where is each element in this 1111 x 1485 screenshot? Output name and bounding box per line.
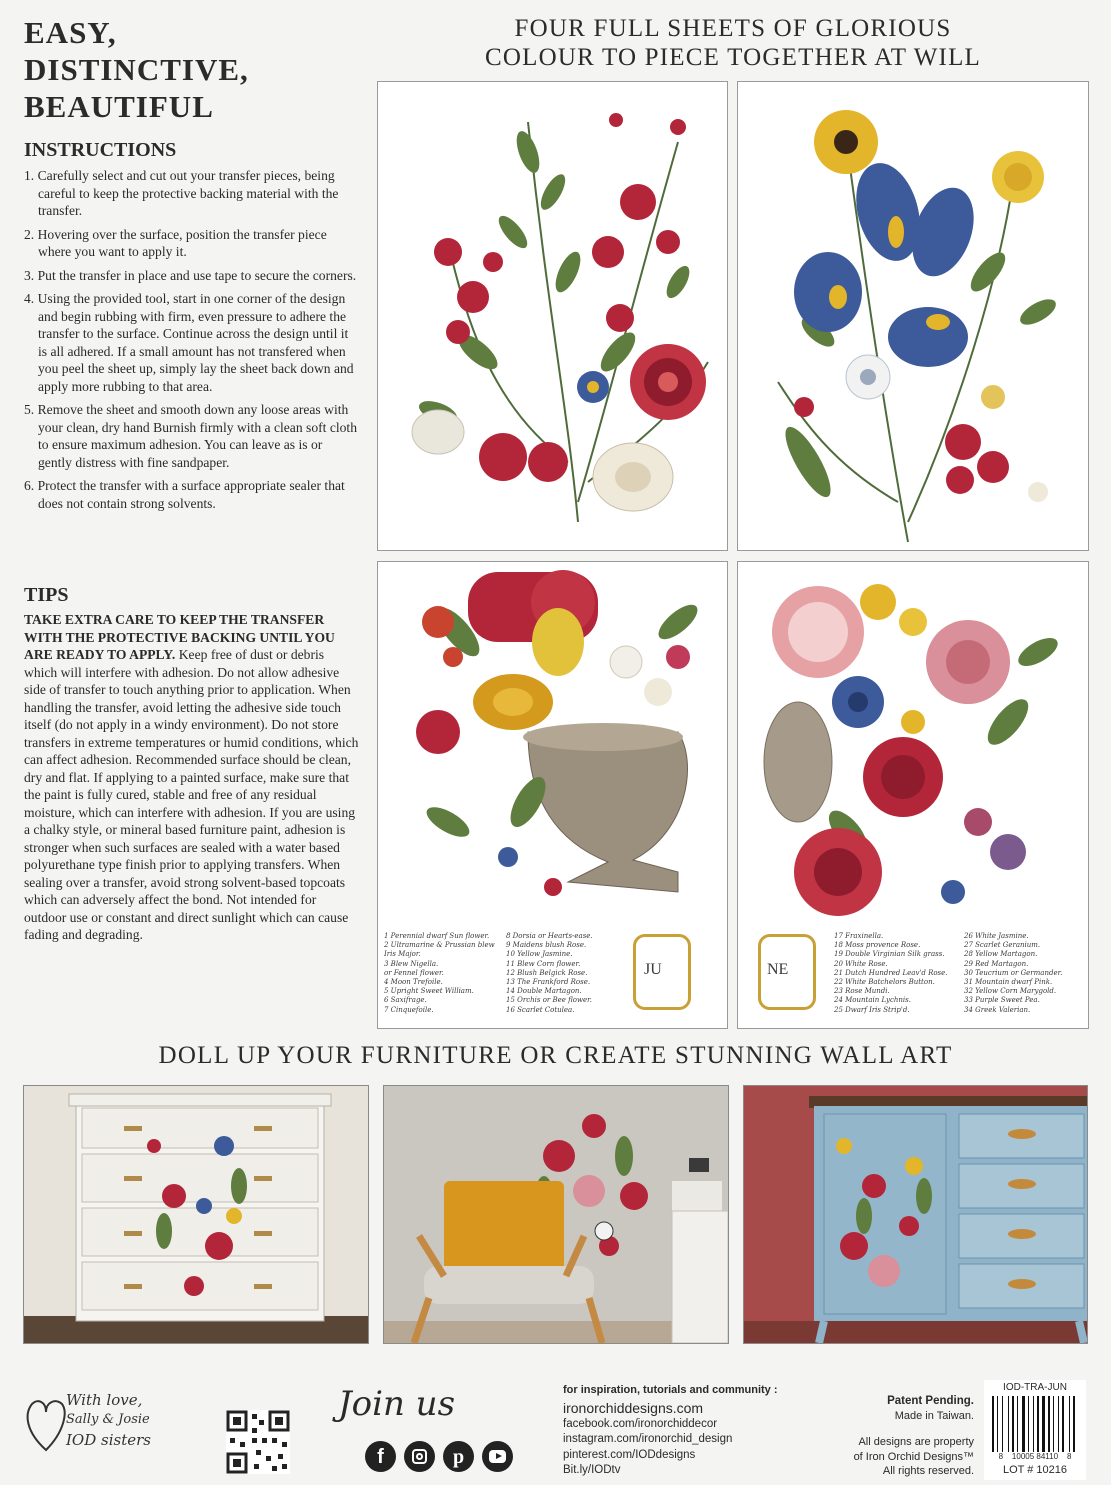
plant-legend-col-1: 1 Perennial dwarf Sun flower. 2 Ultramarine & Prussian blew Iris Major. 3 Blew Nigella. or Fennel flower. 4 Moon Trefoile. 5 Upright Sweet William. 6 Saxifrage. 7 Cinquefoile. bbox=[384, 932, 495, 1014]
monogram-cartouche bbox=[633, 934, 691, 1010]
list-item: 5. Remove the sheet and smooth down any loose areas with your clean, dry hand Burnish firmly with a clean soft cloth to ensure maximum adhesion. You can leave as is or gently distress with fine sandpaper. bbox=[24, 402, 357, 470]
list-item: 4. Using the provided tool, start in one corner of the design and begin rubbing with firm, even pressure to adhere the transfer to the surface. Continue across the design until it is all adhered. If a small amount has not transfered when you peel the sheet up, simply lay the sheet back down and apply more rubbing to that area. bbox=[24, 291, 354, 394]
property-note: All rights reserved. bbox=[882, 1465, 974, 1477]
qr-code[interactable] bbox=[226, 1410, 290, 1474]
patent-note: Patent Pending. bbox=[887, 1395, 974, 1407]
list-item: 1. Carefully select and cut out your transfer pieces, being careful to keep the protective backing material with the transfer. bbox=[24, 168, 339, 218]
signature bbox=[22, 1388, 182, 1478]
barcode-label bbox=[984, 1380, 1086, 1480]
wall-art-photo bbox=[383, 1085, 729, 1344]
chair-wall-image bbox=[384, 1086, 728, 1343]
signature-line: Sally & Josie bbox=[66, 1412, 150, 1427]
plant-legend-col-2: 8 Dorsia or Hearts-ease. 9 Maidens blush Rose. 10 Yellow Jasmine. 11 Blew Corn flower. 12 Blush Belgick Rose. 13 The Frankford Rose. 14 Double Martagon. 15 Orchis or Bee flower. 16 Scarlet Cotulea. bbox=[506, 932, 593, 1014]
instructions-heading: INSTRUCTIONS bbox=[24, 139, 177, 161]
transfer-sheet-3 bbox=[377, 561, 728, 1029]
instructions-list bbox=[24, 167, 359, 518]
sheets-title: FOUR FULL SHEETS OF GLORIOUS COLOUR TO PIECE TOGETHER AT WILL bbox=[484, 15, 982, 71]
dresser-photo-white bbox=[23, 1085, 369, 1344]
month-monogram: NE bbox=[767, 961, 789, 978]
inspiration-heading: DOLL UP YOUR FURNITURE OR CREATE STUNNING WALL ART bbox=[158, 1042, 953, 1069]
monogram-cartouche bbox=[758, 934, 816, 1010]
iris-bouquet-illustration bbox=[738, 82, 1088, 550]
barcode-number: 8 10005 84110 8 bbox=[998, 1452, 1072, 1461]
list-item: 6. Protect the transfer with a surface appropriate sealer that does not contain strong solvents. bbox=[24, 478, 345, 511]
join-us-heading: Join us bbox=[338, 1384, 456, 1424]
pinterest-icon[interactable]: p bbox=[443, 1441, 474, 1472]
instagram-link[interactable]: instagram.com/ironorchid_design bbox=[563, 1433, 733, 1445]
plant-legend-col-3: 17 Fraxinella. 18 Moss provence Rose. 19 Double Virginian Silk grass. 20 White Rose. 21 Dutch Hundred Leav'd Rose. 22 White Batchelors Button. 23 Rose Mundi. 24 Mountain Lychnis. 25 Dwarf Iris Strip'd. bbox=[834, 932, 948, 1014]
floral-spray-illustration bbox=[378, 82, 727, 550]
dresser-photo-blue bbox=[743, 1085, 1088, 1344]
blue-dresser-image bbox=[744, 1086, 1087, 1343]
lot-number: LOT # 10216 bbox=[1002, 1464, 1067, 1476]
page-headline: EASY, DISTINCTIVE, BEAUTIFUL bbox=[24, 15, 249, 124]
heart-icon bbox=[22, 1394, 70, 1454]
origin-note: Made in Taiwan. bbox=[894, 1409, 974, 1422]
barcode-icon bbox=[992, 1396, 1078, 1452]
plant-legend-col-4: 26 White Jasmine. 27 Scarlet Geranium. 28 Yellow Martagon. 29 Red Martagon. 30 Teucrium or Germander. 31 Mountain dwarf Pink. 32 Yellow Corn Marygold. 33 Purple Sweet Pea. 34 Greek Valerian. bbox=[964, 932, 1063, 1014]
floral-cherub-illustration bbox=[738, 562, 1088, 922]
facebook-icon[interactable]: f bbox=[365, 1441, 396, 1472]
website-link[interactable]: ironorchiddesigns.com bbox=[563, 1399, 704, 1416]
list-item: 3. Put the transfer in place and use tape to secure the corners. bbox=[24, 267, 357, 283]
links-intro: for inspiration, tutorials and community : bbox=[563, 1384, 778, 1396]
property-note: of Iron Orchid Designs™ bbox=[853, 1450, 974, 1463]
transfer-sheet-2 bbox=[737, 81, 1089, 551]
month-monogram: JU bbox=[644, 961, 662, 978]
transfer-sheet-4 bbox=[737, 561, 1089, 1029]
social-icons bbox=[365, 1441, 515, 1475]
social-links bbox=[563, 1383, 803, 1479]
youtube-icon[interactable] bbox=[482, 1441, 513, 1472]
tips-text: Keep free of dust or debris which will interfere with adhesion. Do not allow adhesive side of transfer to touch anything prior to application. When handling the transfer, avoid letting the adhesive side touch itself (do not apply in a windy environment). Do not store transfers in extreme temperatures or humid conditions, which can affect adhesion. Recommended surface should be clean, dry and flat. If applying to a painted surface, make sure that the paint is fully cured, stable and free of any residual moisture, which can interfere with adhesion. If you are using a chalky style, or mineral based furniture paint, adhesion is stronger when such surfaces are sealed with a water based polyurethane type finish prior to applying transfers. When sealing over a transfer, avoid strong solvent-based topcoats which can adversely affect the bond. Not intended for outdoor use or constant and direct sunlight which can cause fading and degrading. bbox=[24, 647, 359, 942]
legal-info bbox=[820, 1394, 974, 1479]
tips-heading: TIPS bbox=[24, 584, 69, 606]
tips-emphasis: TAKE EXTRA CARE TO KEEP THE TRANSFER WITH THE PROTECTIVE BACKING UNTIL YOU ARE READY TO APPLY. bbox=[24, 612, 335, 662]
tips-paragraph bbox=[24, 611, 359, 944]
facebook-link[interactable]: facebook.com/ironorchiddecor bbox=[563, 1417, 718, 1430]
list-item: 2. Hovering over the surface, position the transfer piece where you want to apply it. bbox=[24, 226, 327, 259]
property-note: All designs are property bbox=[858, 1436, 974, 1448]
signature-line: IOD sisters bbox=[66, 1431, 151, 1449]
pinterest-link[interactable]: pinterest.com/IODdesigns bbox=[563, 1448, 696, 1461]
transfer-sheet-1 bbox=[377, 81, 728, 551]
white-dresser-image bbox=[24, 1086, 368, 1343]
sku-code: IOD-TRA-JUN bbox=[1003, 1382, 1067, 1393]
youtube-link[interactable]: Bit.ly/IODtv bbox=[563, 1464, 621, 1476]
instagram-icon[interactable] bbox=[404, 1441, 435, 1472]
urn-bouquet-illustration bbox=[378, 562, 727, 922]
qr-code-icon bbox=[226, 1410, 290, 1474]
signature-line: With love, bbox=[66, 1391, 143, 1409]
